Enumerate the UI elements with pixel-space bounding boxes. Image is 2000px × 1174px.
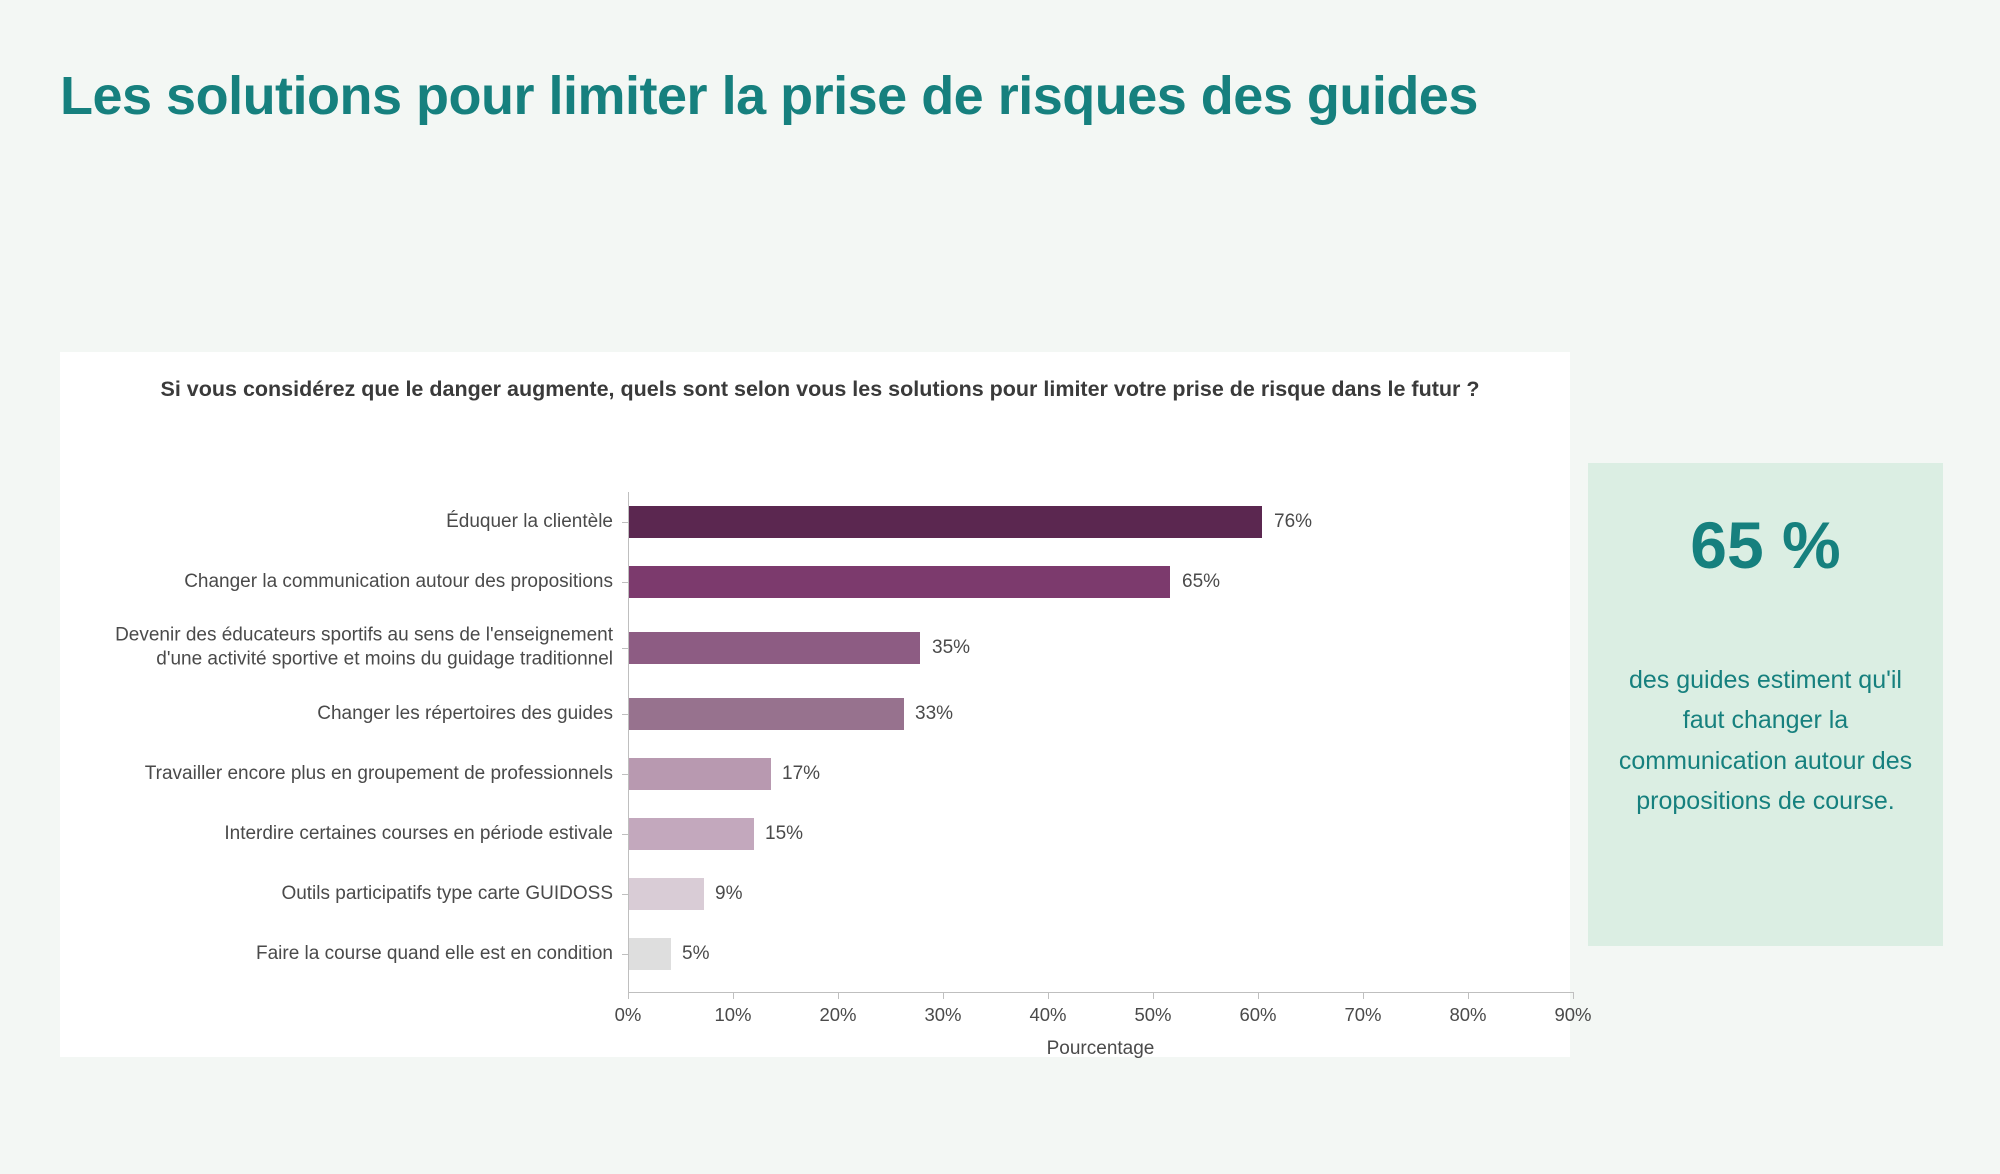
y-tick	[622, 954, 628, 955]
bar-changer-la-communication	[629, 566, 1170, 598]
bar-faire-la-course	[629, 938, 671, 970]
category-label: Devenir des éducateurs sportifs au sens de l'enseignement d'une activité sportive et moins du guidage traditionnel	[115, 624, 613, 670]
table-row	[60, 804, 1570, 864]
callout-description: des guides estiment qu'il faut changer la communication autour des propositions de course.	[1618, 665, 1913, 816]
y-tick	[622, 648, 628, 649]
category-label: Changer la communication autour des propositions	[184, 570, 613, 592]
x-tick-label: 50%	[1134, 1004, 1172, 1025]
bar-rows	[60, 492, 1570, 992]
category-label: Outils participatifs type carte GUIDOSS	[281, 882, 613, 904]
bar-changer-repertoires	[629, 698, 904, 730]
category-label-wrap	[108, 684, 628, 744]
category-label-wrap	[108, 612, 628, 684]
x-tick-label: 20%	[819, 1004, 857, 1025]
x-tick	[1363, 992, 1364, 999]
y-tick	[622, 522, 628, 523]
callout-figure: 65 %	[1690, 508, 1841, 582]
bar-value-label: 33%	[915, 703, 954, 724]
x-tick-label: 70%	[1344, 1004, 1382, 1025]
category-label-wrap	[108, 804, 628, 864]
category-label: Travailler encore plus en groupement de professionnels	[144, 762, 613, 784]
bar-outils-participatifs	[629, 878, 704, 910]
x-tick	[1468, 992, 1469, 999]
x-tick-label: 0%	[614, 1004, 642, 1025]
category-label: Faire la course quand elle est en condition	[255, 942, 613, 964]
x-tick	[628, 992, 629, 999]
table-row	[60, 744, 1570, 804]
chart-plot-area	[60, 492, 1592, 1059]
category-label-wrap	[108, 744, 628, 804]
category-label: Éduquer la clientèle	[446, 510, 613, 532]
category-label: Interdire certaines courses en période estivale	[224, 822, 613, 844]
bar-value-label: 17%	[782, 763, 821, 784]
bar-value-label: 65%	[1182, 571, 1221, 592]
category-label-wrap	[108, 492, 628, 552]
category-label-wrap	[108, 552, 628, 612]
bar-value-label: 15%	[765, 823, 804, 844]
bar-value-label: 5%	[682, 943, 710, 964]
bar-eduquer-la-clientele	[629, 506, 1262, 538]
x-tick-label: 60%	[1239, 1004, 1277, 1025]
x-tick	[1153, 992, 1154, 999]
bar-groupement-professionnels	[629, 758, 771, 790]
x-tick-label: 40%	[1029, 1004, 1067, 1025]
bar-value-label: 9%	[715, 883, 743, 904]
x-tick-label: 10%	[714, 1004, 752, 1025]
chart-card	[60, 352, 1592, 1059]
x-tick	[1573, 992, 1574, 999]
y-tick	[622, 774, 628, 775]
bar-value-label: 35%	[932, 637, 971, 658]
x-tick-label: 30%	[924, 1004, 962, 1025]
bar-interdire-courses	[629, 818, 754, 850]
bar-value-label: 76%	[1274, 511, 1313, 532]
table-row	[60, 684, 1570, 744]
x-tick-label: 90%	[1554, 1004, 1592, 1025]
chart-title: Si vous considérez que le danger augmente, quels sont selon vous les solutions pour limiter votre prise de risque dans le futur ?	[160, 377, 1480, 401]
table-row	[60, 864, 1570, 924]
x-tick	[1258, 992, 1259, 999]
table-row	[60, 492, 1570, 552]
x-tick	[1048, 992, 1049, 999]
y-tick	[622, 582, 628, 583]
page-title: Les solutions pour limiter la prise de risques des guides	[60, 66, 1478, 126]
table-row	[60, 612, 1570, 684]
bar-educateurs-sportifs	[629, 632, 920, 664]
x-tick	[838, 992, 839, 999]
x-axis-title: Pourcentage	[1046, 1038, 1155, 1059]
y-tick	[622, 894, 628, 895]
highlight-callout	[1588, 463, 1943, 946]
category-label-wrap	[108, 864, 628, 924]
y-tick	[622, 714, 628, 715]
category-label-wrap	[108, 924, 628, 984]
x-tick-label: 80%	[1449, 1004, 1487, 1025]
table-row	[60, 924, 1570, 984]
x-tick	[943, 992, 944, 999]
x-axis-ticks	[60, 992, 1592, 1032]
x-tick	[733, 992, 734, 999]
category-label: Changer les répertoires des guides	[317, 702, 613, 724]
y-tick	[622, 834, 628, 835]
table-row	[60, 552, 1570, 612]
